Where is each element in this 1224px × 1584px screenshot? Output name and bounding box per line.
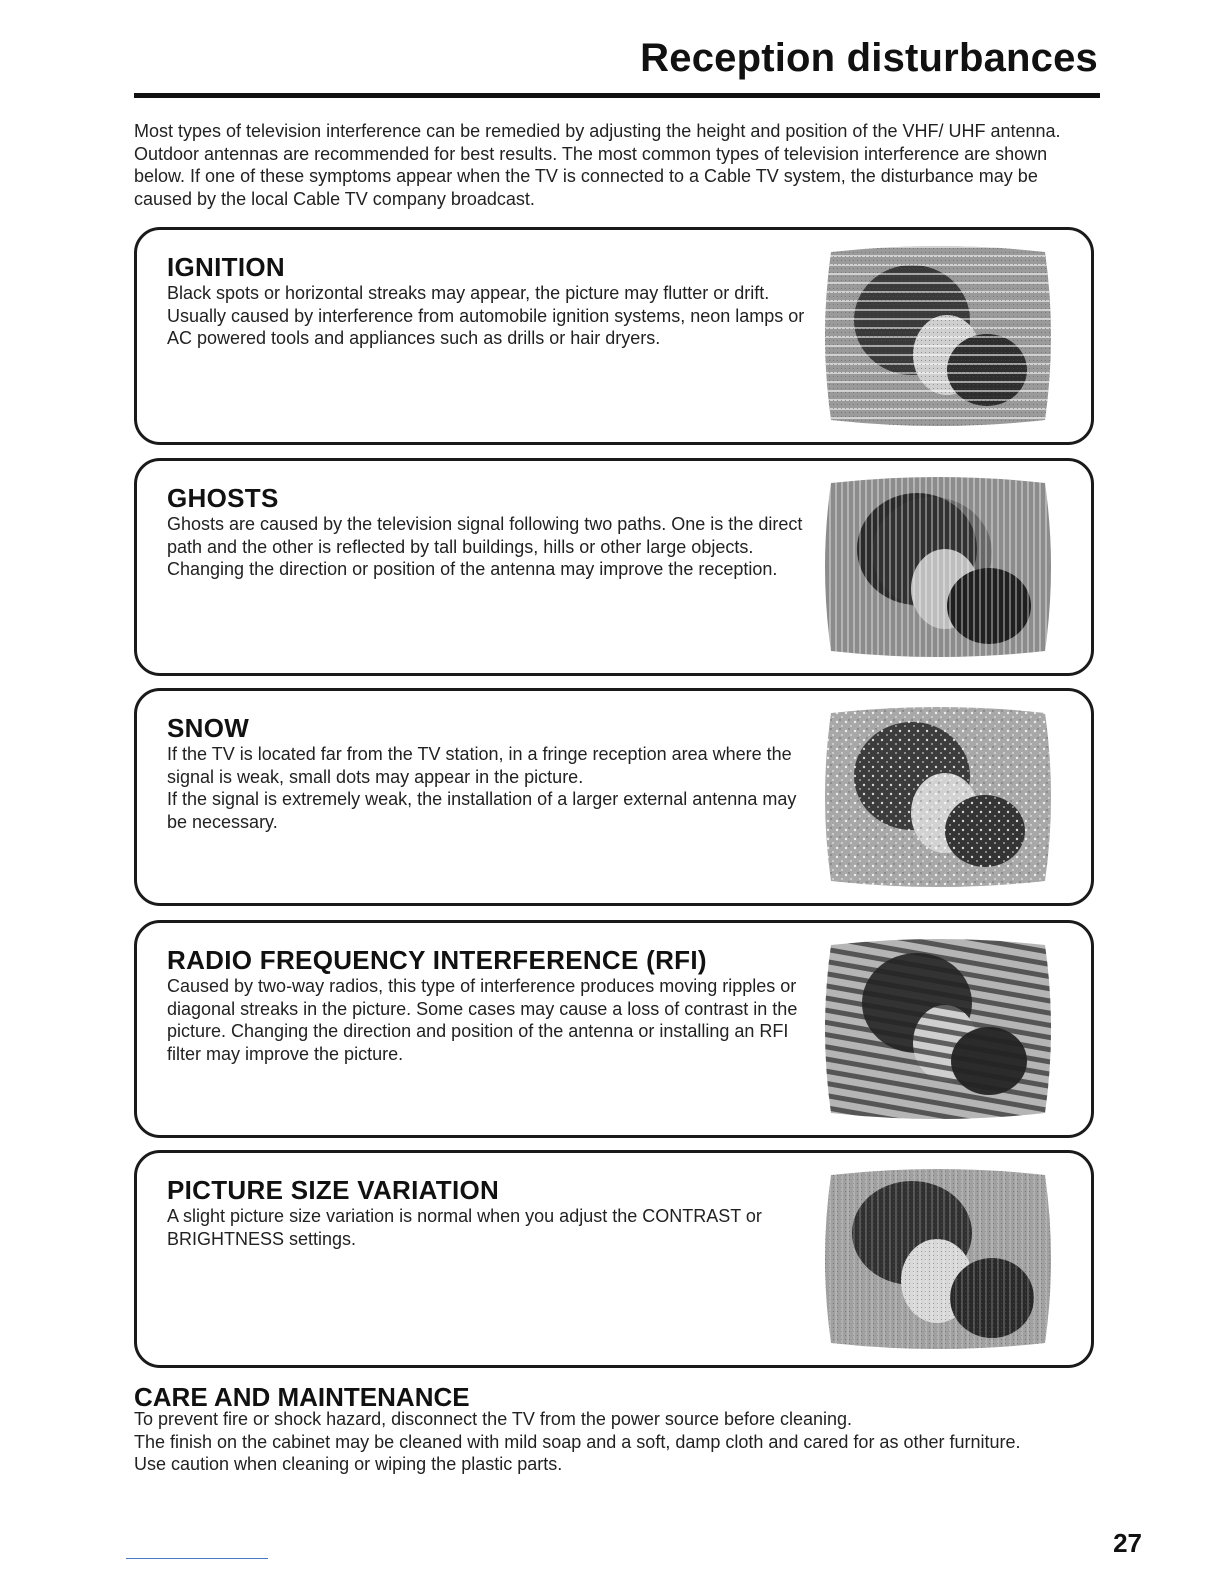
tv-screen-image: [817, 471, 1059, 663]
section-heading: IGNITION: [167, 252, 285, 282]
page-number: 27: [1113, 1528, 1142, 1558]
section-snow: [134, 688, 1094, 906]
section-heading: GHOSTS: [167, 483, 279, 513]
section-heading: SNOW: [167, 713, 250, 743]
care-text: To prevent fire or shock hazard, disconnect the TV from the power source before cleaning. The finish on the cabinet may be cleaned with mild soap and a soft, damp cloth and cared for as other furniture. Use caution when cleaning or wiping the plastic parts.: [134, 1409, 1021, 1474]
section-text: Caused by two-way radios, this type of interference produces moving ripples or diagonal streaks in the picture. Some cases may cause a loss of contrast in the picture. Changing the direction and position of the antenna or installing an RFI filter may improve the picture.: [167, 976, 798, 1064]
section-text: A slight picture size variation is normal when you adjust the CONTRAST or BRIGHTNESS settings.: [167, 1206, 762, 1249]
page-title: Reception disturbances: [640, 36, 1098, 80]
section-heading: RADIO FREQUENCY INTERFERENCE (RFI): [167, 945, 707, 975]
section-text: Black spots or horizontal streaks may appear, the picture may flutter or drift. Usually caused by interference from automobile ignition systems, neon lamps or AC powered tools and appliances such as drills or hair dryers.: [167, 283, 805, 348]
tv-screen-image: [817, 240, 1059, 432]
care-heading: CARE AND MAINTENANCE: [134, 1382, 470, 1412]
section-text: Ghosts are caused by the television signal following two paths. One is the direct path and the other is reflected by tall buildings, hills or other large objects. Changing the direction or position of the antenna may improve the reception.: [167, 514, 803, 579]
tv-screen-image: [817, 701, 1059, 893]
section-text: If the TV is located far from the TV station, in a fringe reception area where the signal is weak, small dots may appear in the picture. If the signal is extremely weak, the installation of a larger external antenna may be necessary.: [167, 744, 797, 832]
section-picture-size-variation: [134, 1150, 1094, 1368]
section-ignition: [134, 227, 1094, 445]
footer-rule: [126, 1558, 268, 1559]
title-rule: [134, 93, 1100, 98]
section-heading: PICTURE SIZE VARIATION: [167, 1175, 500, 1205]
tv-screen-image: [817, 933, 1059, 1125]
section-rfi: [134, 920, 1094, 1138]
tv-screen-image: [817, 1163, 1059, 1355]
intro-paragraph: Most types of television interference can be remedied by adjusting the height and position of the VHF/ UHF antenna. Outdoor antennas are recommended for best results. The most common types of television interference are shown below. If one of these symptoms appear when the TV is connected to a Cable TV system, the disturbance may be caused by the local Cable TV company broadcast.: [134, 121, 1061, 209]
section-ghosts: [134, 458, 1094, 676]
